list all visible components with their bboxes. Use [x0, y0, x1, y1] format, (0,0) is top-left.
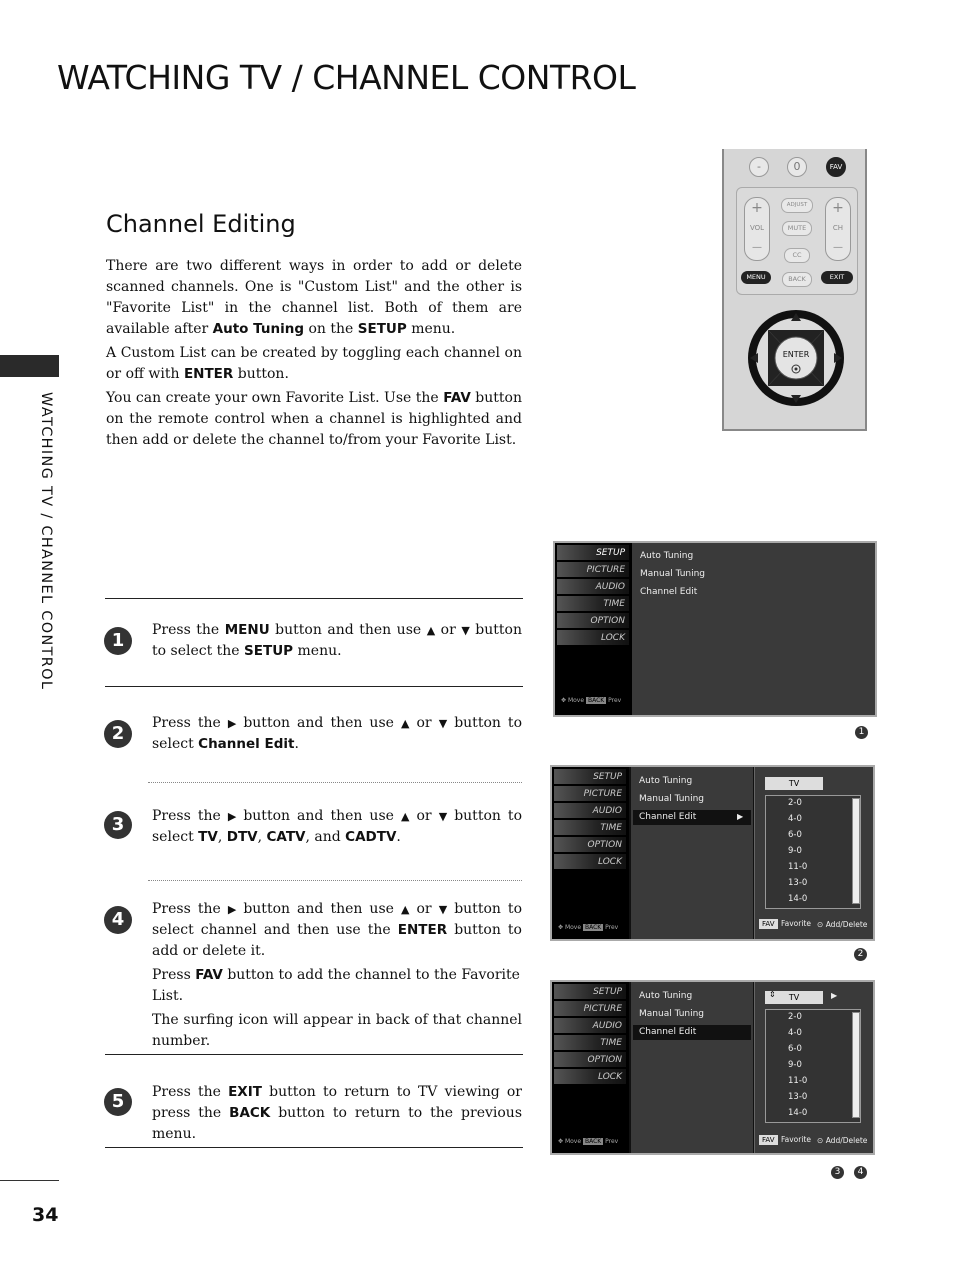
fav-button: FAV	[826, 157, 846, 177]
osd-screen-channel-edit	[550, 765, 875, 941]
minus-button: -	[749, 157, 769, 177]
right-arrow-icon: ▶	[227, 717, 237, 730]
osd-menu-audio: AUDIO	[554, 1018, 626, 1034]
osd-footer: ✥ Move BACK Prev	[558, 1138, 619, 1145]
down-arrow-icon: ▼	[438, 810, 448, 823]
osd-sub-manual-tuning: Manual Tuning	[640, 569, 706, 579]
cc-button: CC	[784, 248, 810, 263]
osd-footer: ✥ Move BACK Prev	[558, 924, 619, 931]
osd-menu-picture: PICTURE	[557, 562, 629, 578]
osd-menu-picture: PICTURE	[554, 786, 626, 802]
down-arrow-icon: ▼	[438, 903, 448, 916]
osd-submenu	[631, 982, 753, 1153]
intro-paragraph-3: You can create your own Favorite List. Use the FAV button on the remote control when a channel is highlighted and then add or delete the channel to/from your Favorite List.	[106, 390, 522, 448]
up-arrow-icon: ▲	[400, 903, 410, 916]
osd-screen-channel-list	[550, 980, 875, 1155]
osd-menu-picture: PICTURE	[554, 1001, 626, 1017]
scrollbar	[852, 1012, 860, 1118]
mute-button: MUTE	[782, 221, 812, 236]
ch-minus-icon: —	[833, 242, 843, 253]
ch-rocker	[825, 197, 851, 261]
osd-menu-option: OPTION	[554, 837, 626, 853]
step-number: 3	[104, 811, 132, 839]
osd-menu-audio: AUDIO	[554, 803, 626, 819]
adjust-button: ADJUST	[781, 198, 813, 213]
up-arrow-icon: ▲	[400, 717, 410, 730]
vol-label: VOL	[749, 224, 765, 232]
osd-sub-auto-tuning: Auto Tuning	[639, 776, 693, 786]
ch-label: CH	[832, 224, 844, 232]
favorite-legend: Favorite	[781, 1135, 811, 1144]
add-delete-legend: ⊙ Add/Delete	[817, 1136, 868, 1145]
osd-sub-manual-tuning: Manual Tuning	[639, 794, 705, 804]
fav-badge: FAV	[759, 1135, 778, 1145]
right-arrow-icon: ▶	[227, 903, 237, 916]
page-title: WATCHING TV / CHANNEL CONTROL	[57, 58, 636, 97]
channel-list-header: TV	[765, 991, 823, 1004]
osd-menu-lock: LOCK	[554, 1069, 626, 1085]
channel-item: 14-0	[788, 894, 808, 904]
step-5-text: Press the EXIT button to return to TV viewing or press the BACK button to return to the previous menu.	[152, 1084, 522, 1142]
screen-label: 3	[831, 1166, 844, 1179]
step-4-text: Press the ▶ button and then use ▲ or ▼ button to select channel and then use the ENTER button to add or delete it. Press FAV button to add the channel to the Favorite List. The surfing icon will appear in back of that channel number.	[152, 901, 522, 1049]
enter-label: ENTER	[782, 350, 810, 359]
osd-menu-setup: SETUP	[554, 984, 626, 1000]
vol-plus-icon: +	[751, 200, 763, 216]
osd-sub-channel-edit: Channel Edit	[640, 587, 698, 597]
menu-button: MENU	[741, 271, 771, 284]
zero-button: 0	[787, 157, 807, 177]
back-button: BACK	[782, 272, 812, 287]
enter-icon: ⊙	[817, 1136, 824, 1145]
channel-item: 4-0	[788, 1028, 802, 1038]
screen-label: 2	[854, 948, 867, 961]
osd-footer: ✥ Move BACK Prev	[561, 697, 622, 704]
intro-paragraph-2: A Custom List can be created by toggling each channel on or off with ENTER button.	[106, 345, 522, 382]
remote-control-illustration	[722, 149, 867, 431]
divider	[148, 880, 522, 881]
step-number: 1	[104, 627, 132, 655]
osd-sub-manual-tuning: Manual Tuning	[639, 1009, 705, 1019]
section-title: Channel Editing	[106, 210, 296, 238]
channel-list	[765, 1009, 861, 1123]
exit-button: EXIT	[821, 271, 853, 284]
favorite-legend: Favorite	[781, 919, 811, 928]
osd-menu-column	[552, 982, 629, 1153]
divider	[105, 598, 523, 599]
channel-item: 9-0	[788, 1060, 802, 1070]
step-number: 4	[104, 906, 132, 934]
add-delete-legend: ⊙ Add/Delete	[817, 920, 868, 929]
intro-text	[106, 256, 522, 454]
osd-menu-lock: LOCK	[557, 630, 629, 646]
remote-control-panel	[736, 187, 858, 295]
osd-channel-panel	[754, 982, 875, 1153]
step-number: 5	[104, 1088, 132, 1116]
right-arrow-icon: ▶	[737, 812, 744, 821]
channel-list-header: TV	[765, 777, 823, 790]
enter-icon: ⊙	[817, 920, 824, 929]
osd-menu-time: TIME	[554, 1035, 626, 1051]
up-arrow-icon: ▲	[400, 810, 410, 823]
scrollbar	[852, 798, 860, 904]
osd-menu-audio: AUDIO	[557, 579, 629, 595]
ch-plus-icon: +	[832, 200, 844, 216]
vol-minus-icon: —	[752, 242, 762, 253]
channel-item: 6-0	[788, 830, 802, 840]
channel-item: 13-0	[788, 1092, 808, 1102]
right-arrow-icon: ▶	[831, 991, 838, 1000]
osd-submenu	[632, 543, 877, 715]
osd-menu-time: TIME	[557, 596, 629, 612]
channel-item: 9-0	[788, 846, 802, 856]
osd-sub-auto-tuning: Auto Tuning	[640, 551, 694, 561]
intro-paragraph-1: There are two different ways in order to add or delete scanned channels. One is "Custom List" and the other is "Favorite List" in the channel list. Both of them are available after Auto Tuning on the SETUP menu.	[106, 258, 522, 337]
channel-item: 11-0	[788, 862, 808, 872]
channel-list	[765, 795, 861, 909]
osd-channel-panel	[754, 767, 875, 939]
step-3-text: Press the ▶ button and then use ▲ or ▼ button to select TV, DTV, CATV, and CADTV.	[152, 808, 522, 845]
step-1-text: Press the MENU button and then use ▲ or ▼ button to select the SETUP menu.	[152, 622, 522, 659]
channel-item: 4-0	[788, 814, 802, 824]
down-arrow-icon: ▼	[461, 624, 470, 637]
channel-item: 2-0	[788, 798, 802, 808]
osd-screen-setup	[553, 541, 877, 717]
screen-label: 1	[855, 726, 868, 739]
divider	[105, 686, 523, 687]
page-number: 34	[32, 1204, 59, 1226]
channel-item: 6-0	[788, 1044, 802, 1054]
down-arrow-icon: ▼	[438, 717, 448, 730]
osd-menu-option: OPTION	[554, 1052, 626, 1068]
sidebar-tab	[0, 355, 59, 377]
channel-item: 11-0	[788, 1076, 808, 1086]
divider	[148, 782, 522, 783]
sidebar-vertical-label: WATCHING TV / CHANNEL CONTROL	[38, 392, 54, 691]
up-down-icon: ⇕	[769, 990, 776, 999]
step-number: 2	[104, 720, 132, 748]
channel-item: 13-0	[788, 878, 808, 888]
osd-menu-column	[555, 543, 632, 715]
osd-sub-channel-edit: Channel Edit	[639, 1027, 697, 1037]
osd-menu-column	[552, 767, 629, 939]
screen-label: 4	[854, 1166, 867, 1179]
osd-menu-time: TIME	[554, 820, 626, 836]
channel-item: 2-0	[788, 1012, 802, 1022]
channel-item: 14-0	[788, 1108, 808, 1118]
footer-rule	[0, 1180, 59, 1181]
up-arrow-icon: ▲	[426, 624, 436, 637]
osd-sub-channel-edit: Channel Edit	[639, 812, 697, 822]
fav-badge: FAV	[759, 919, 778, 929]
right-arrow-icon: ▶	[227, 810, 237, 823]
osd-menu-lock: LOCK	[554, 854, 626, 870]
osd-menu-option: OPTION	[557, 613, 629, 629]
osd-sub-auto-tuning: Auto Tuning	[639, 991, 693, 1001]
osd-menu-setup: SETUP	[557, 545, 629, 561]
vol-rocker	[744, 197, 770, 261]
step-2-text: Press the ▶ button and then use ▲ or ▼ button to select Channel Edit.	[152, 715, 522, 752]
osd-menu-setup: SETUP	[554, 769, 626, 785]
osd-submenu	[631, 767, 753, 939]
